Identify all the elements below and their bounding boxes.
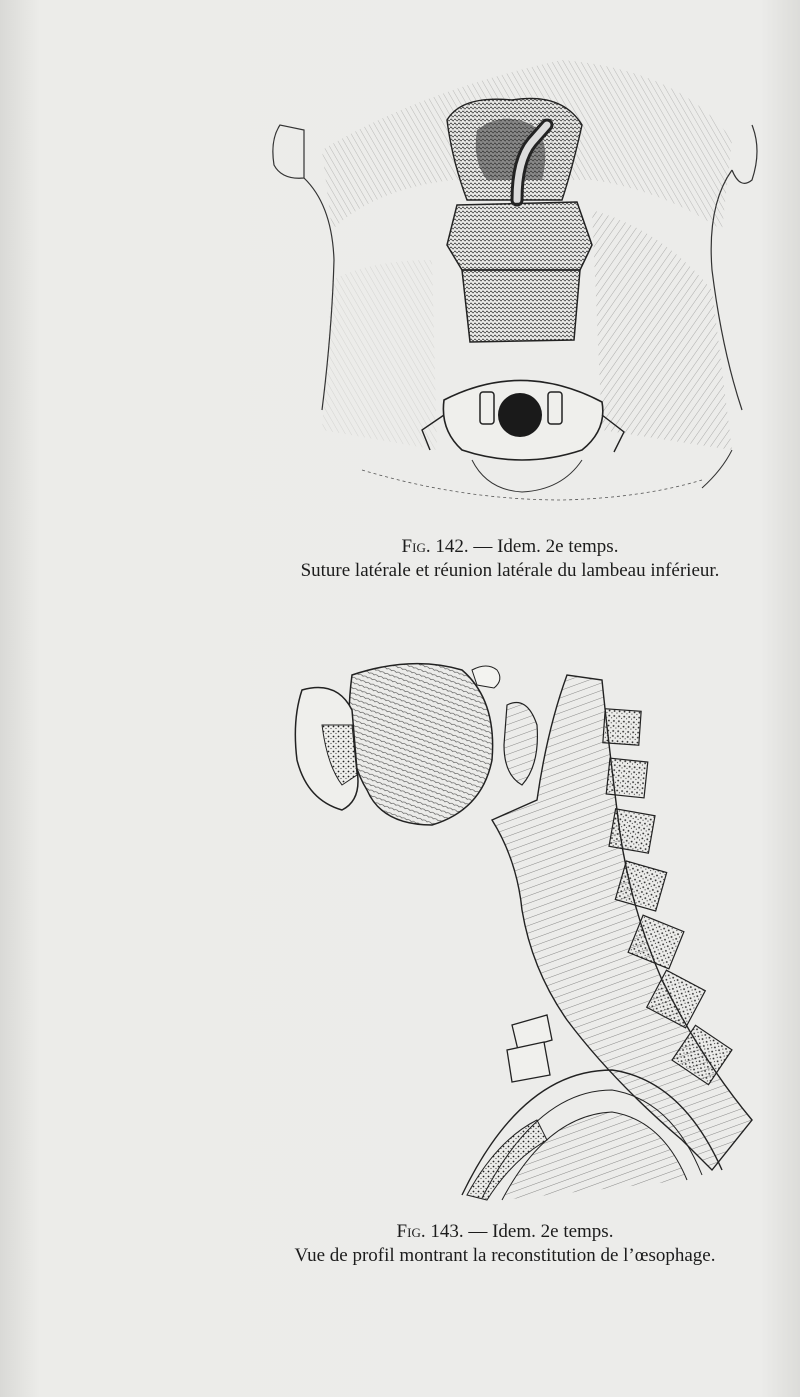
figure-143-caption — [235, 1220, 775, 1268]
figure-142-description: Suture latérale et réunion latérale du lambeau inférieur. — [300, 560, 720, 581]
figure-143-illustration — [282, 650, 758, 1205]
figure-143-label: Fig. 143. — [396, 1221, 464, 1242]
figure-142-label: Fig. 142. — [401, 536, 469, 557]
figure-142-caption-heading — [240, 535, 780, 559]
figure-143-caption-heading — [235, 1220, 775, 1244]
figure-143-title: — Idem. 2e temps. — [468, 1221, 614, 1242]
figure-143-description: Vue de profil montrant la reconstitution de l’œsophage. — [294, 1245, 716, 1266]
figure-142-illustration — [262, 30, 767, 508]
figure-142-caption — [240, 535, 780, 583]
figure-142-title: — Idem. 2e temps. — [473, 536, 619, 557]
